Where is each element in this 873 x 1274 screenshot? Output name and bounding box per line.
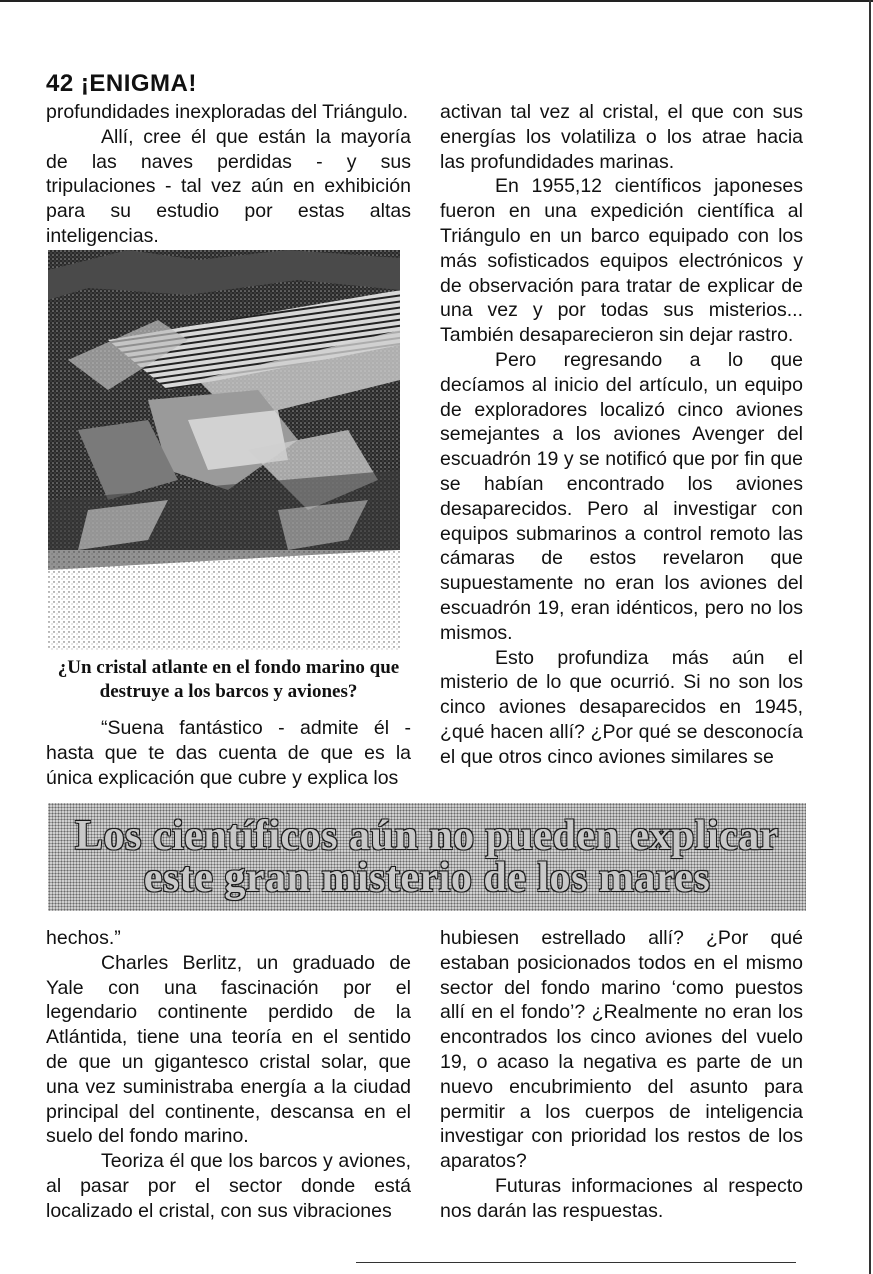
column-right-top <box>440 100 803 770</box>
paragraph: activan tal vez al cristal, el que con sus energías los volatiliza o los atrae hacia las profundidades marinas. <box>440 101 803 173</box>
banner-line-2: este gran misterio de los mares <box>143 855 711 901</box>
top-border <box>0 0 873 2</box>
paragraph: Esto profundiza más aún el misterio de lo que ocurrió. Si no son los cinco aviones desaparecidos en 1945, ¿qué hacen allí? ¿Por qué se desconocía el que otros cinco aviones similares se <box>440 646 803 768</box>
right-border <box>869 0 871 1274</box>
paragraph: “Suena fantástico - admite él - hasta que te das cuenta de que es la única explicación que cubre y explica los <box>46 717 411 789</box>
column-left-bottom <box>46 926 411 1224</box>
paragraph: Charles Berlitz, un graduado de Yale con una fascinación por el legendario continente perdido de la Atlántida, tiene una teoría en el sentido de que un gigantesco cristal solar, que una vez suministraba energía a la ciudad principal del continente, descansa en el suelo del fondo marino. <box>46 951 411 1148</box>
paragraph: hubiesen estrellado allí? ¿Por qué estaban posicionados todos en el mismo sector del fondo marino ‘como puestos allí en el fondo’? ¿Realmente no eran los encontrados los cinco aviones del vuelo 19, o acaso la negativa es parte de un nuevo encubrimiento del asunto para permitir a los cuerpos de inteligencia investigar con prioridad los restos de los aparatos? <box>440 927 803 1173</box>
paragraph: Futuras informaciones al respecto nos darán las respuestas. <box>440 1174 803 1222</box>
page-header: 42 ¡ENIGMA! <box>46 70 197 97</box>
paragraph: Teoriza él que los barcos y aviones, al pasar por el sector donde está localizado el cristal, con sus vibraciones <box>46 1150 411 1222</box>
paragraph: profundidades inexploradas del Triángulo. <box>46 101 409 123</box>
column-right-bottom <box>440 926 803 1224</box>
banner-line-1: Los científicos aún no pueden explicar <box>75 813 779 859</box>
column-left-middle <box>46 716 411 790</box>
headline-banner <box>48 803 806 911</box>
paragraph: Allí, cree él que están la mayoría de las naves perdidas - y sus tripulaciones - tal vez aún en exhibición para su estudio por estas altas inteligencias. <box>46 125 411 247</box>
footer-rule <box>356 1262 796 1263</box>
illustration-photo <box>48 250 400 650</box>
paragraph: Pero regresando a lo que decíamos al inicio del artículo, un equipo de exploradores localizó cinco aviones semejantes a los aviones Avenger del escuadrón 19 y se notificó que por fin que se habían encontrado los aviones desaparecidos. Pero al investigar con equipos submarinos a control remoto las cámaras de estos revelaron que supuestamente no eran los aviones del escuadrón 19, eran idénticos, pero no los mismos. <box>440 348 803 644</box>
paragraph: hechos.” <box>46 927 121 949</box>
paragraph: En 1955,12 científicos japoneses fueron en una expedición científica al Triángulo en un barco equipado con los más sofisticados equipos electrónicos y de observación para tratar de explicar de una vez y por todas sus misterios... También desaparecieron sin dejar rastro. <box>440 175 803 347</box>
photo-caption: ¿Un cristal atlante en el fondo marino que destruye a los barcos y aviones? <box>57 657 400 702</box>
column-left-top <box>46 100 411 249</box>
